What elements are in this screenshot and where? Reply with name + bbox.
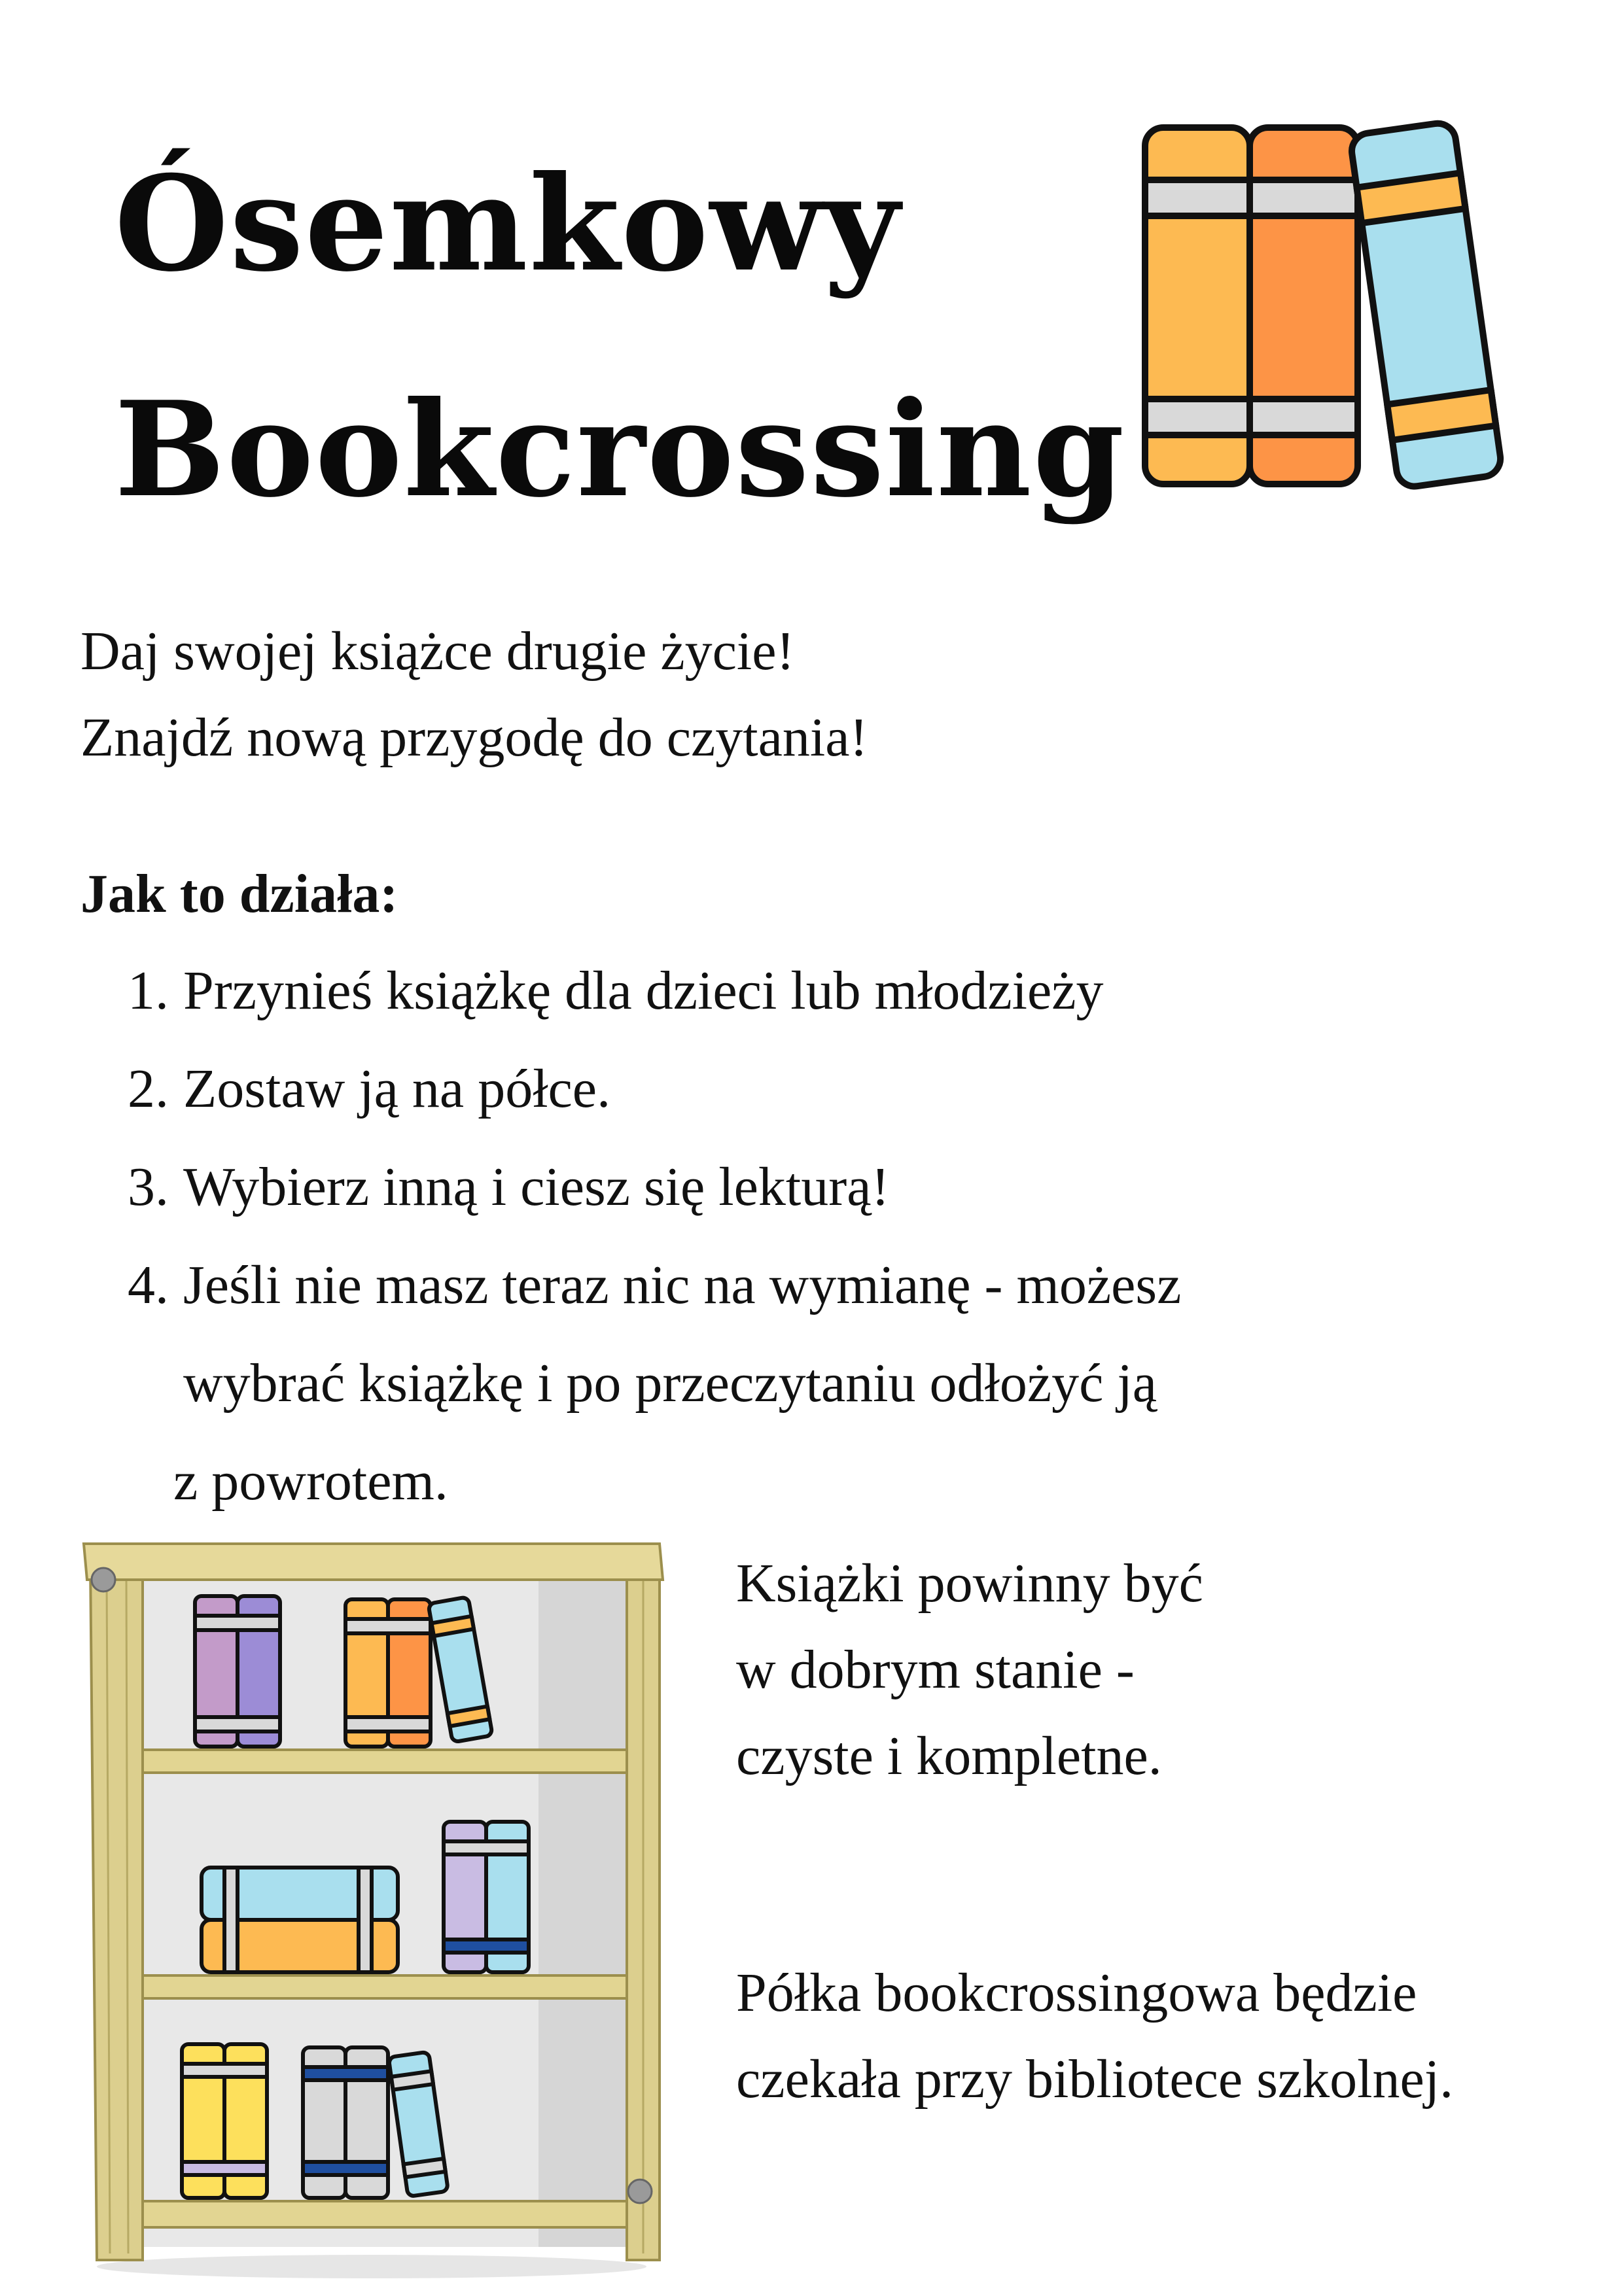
poster-title	[115, 111, 1135, 563]
step-text: Przynieś książkę dla dzieci lub młodzieży	[183, 960, 1104, 1021]
step-4	[128, 1236, 1181, 1334]
books-icon	[1139, 111, 1544, 504]
step-2	[128, 1040, 1181, 1138]
how-it-works-heading: Jak to działa:	[80, 863, 398, 924]
title-line-2: Bookcrossing	[115, 373, 1126, 527]
step-number: 1.	[128, 960, 169, 1021]
step-text: Zostaw ją na półce.	[183, 1058, 611, 1119]
intro-line-2: Znajdź nową przygodę do czytania!	[80, 707, 868, 768]
notes-line-3: czyste i kompletne.	[736, 1726, 1162, 1786]
notes-text	[736, 1540, 1453, 2123]
step-number: 4.	[128, 1255, 169, 1315]
notes-line-1: Książki powinny być	[736, 1553, 1203, 1614]
steps-list	[128, 942, 1181, 1531]
step-1	[128, 942, 1181, 1040]
title-line-1: Ósemkowy	[115, 147, 902, 301]
step-number: 3.	[128, 1157, 169, 1217]
intro-line-1: Daj swojej książce drugie życie!	[80, 621, 795, 682]
step-4-continuation: wybrać książkę i po przeczytaniu odłożyć ją	[183, 1353, 1157, 1414]
step-4-continuation-2: z powrotem.	[173, 1451, 448, 1512]
step-text: Jeśli nie masz teraz nic na wymianę - możesz	[183, 1255, 1182, 1315]
intro-text	[80, 608, 868, 781]
step-number: 2.	[128, 1058, 169, 1119]
notes-line-2: w dobrym stanie -	[736, 1639, 1135, 1700]
paragraph-gap	[736, 1800, 1453, 1950]
bookshelf-illustration	[77, 1534, 666, 2280]
step-text: Wybierz inną i ciesz się lekturą!	[183, 1157, 890, 1217]
notes-line-5: czekała przy bibliotece szkolnej.	[736, 2049, 1454, 2110]
notes-line-4: Półka bookcrossingowa będzie	[736, 1962, 1417, 2023]
step-3	[128, 1138, 1181, 1236]
